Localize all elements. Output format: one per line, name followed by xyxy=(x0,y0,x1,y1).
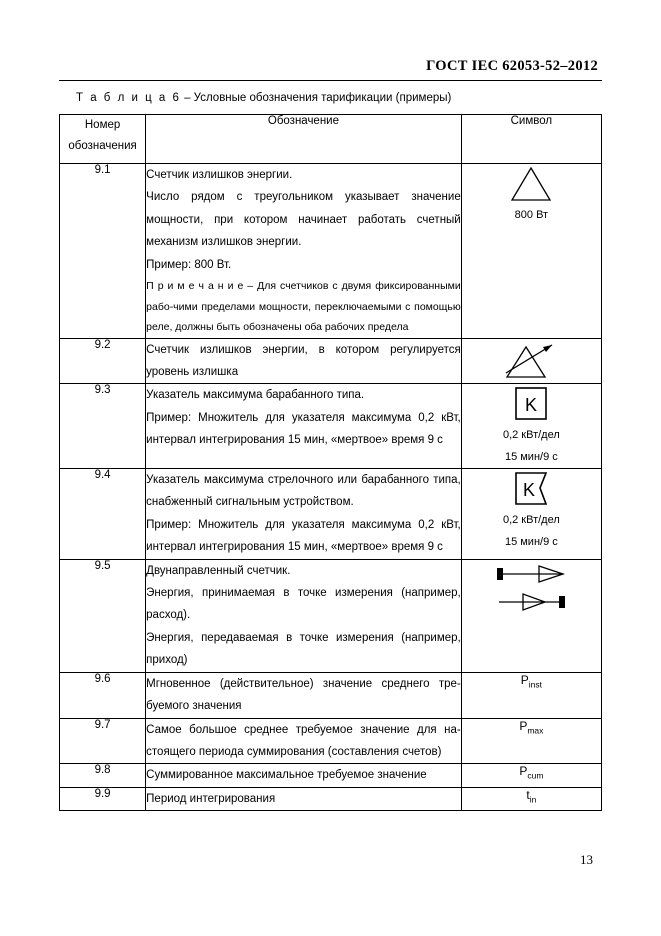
row-description xyxy=(146,468,462,559)
row-number: 9.8 xyxy=(60,764,146,787)
row-description xyxy=(146,338,462,384)
row-paragraph: Указатель максимума барабанного типа. xyxy=(146,389,365,402)
p-cum-text xyxy=(519,764,544,781)
row-note: П р и м е ч а н и е – Для счетчиков с двумя фиксированными рабо-чими пределами мощности, переключаемыми с помощью реле, должны быть обозначены оба рабочих предела xyxy=(146,280,461,334)
row-paragraph: Двунаправленный счетчик. xyxy=(146,564,291,577)
table-row xyxy=(60,718,602,764)
header-cell-number xyxy=(60,115,146,164)
row-symbol xyxy=(461,672,601,718)
page-number: 13 xyxy=(580,852,593,867)
table-caption xyxy=(76,92,451,104)
p-max-text xyxy=(519,719,543,733)
symbol-base: P xyxy=(520,672,529,687)
row-paragraph: Мгновенное (действительное) значение среднего тре-буемого значения xyxy=(146,677,461,713)
row-symbol xyxy=(461,787,601,810)
symbol-base: t xyxy=(526,787,530,802)
header-divider xyxy=(59,80,602,81)
row-symbol xyxy=(461,338,601,384)
row-number: 9.4 xyxy=(60,468,146,559)
symbol-label: 0,2 кВт/дел xyxy=(502,513,560,526)
row-paragraph: Самое большое среднее требуемое значение для на-стоящего периода суммирования (составления счетов) xyxy=(146,723,461,759)
table-row xyxy=(60,559,602,672)
square-k-icon xyxy=(511,384,551,424)
row-paragraph: Указатель максимума стрелочного или барабанного типа, снабженный сигнальным устройством. xyxy=(146,473,461,509)
row-number: 9.7 xyxy=(60,718,146,764)
symbol-subscript: inst xyxy=(528,679,542,690)
header-number-line1: Номер xyxy=(84,119,121,131)
row-number: 9.1 xyxy=(60,164,146,339)
triangle-icon xyxy=(507,164,555,204)
row-description xyxy=(146,164,462,339)
symbol-base: P xyxy=(519,718,528,733)
table-row xyxy=(60,672,602,718)
table-row xyxy=(60,384,602,469)
symbol-base: P xyxy=(519,764,528,779)
svg-text:K: K xyxy=(523,479,536,500)
symbol-label: 15 мин/9 с xyxy=(504,535,558,548)
table-row xyxy=(60,787,602,810)
row-number: 9.5 xyxy=(60,559,146,672)
svg-text:K: K xyxy=(525,395,538,416)
row-symbol xyxy=(461,384,601,469)
triangle-with-arrow-icon xyxy=(500,339,562,383)
header-cell-designation: Обозначение xyxy=(146,115,462,164)
table-header xyxy=(60,115,602,164)
row-paragraph: Пример: 800 Вт. xyxy=(146,258,232,271)
table-row xyxy=(60,338,602,384)
table-row xyxy=(60,164,602,339)
t-in-text xyxy=(526,787,537,805)
row-symbol xyxy=(461,718,601,764)
row-description xyxy=(146,559,462,672)
symbol-label: 0,2 кВт/дел xyxy=(502,429,560,442)
header-number-line2: обозначения xyxy=(68,140,137,153)
row-number: 9.2 xyxy=(60,338,146,384)
row-number: 9.3 xyxy=(60,384,146,469)
row-number: 9.6 xyxy=(60,672,146,718)
symbol-subscript: max xyxy=(527,724,544,735)
row-symbol xyxy=(461,559,601,672)
row-paragraph: Счетчик излишков энергии, в котором регулируется уровень излишка xyxy=(146,343,461,378)
row-paragraph: Энергия, передаваемая в точке измерения (например, приход) xyxy=(146,631,461,667)
symbol-subscript: in xyxy=(529,794,537,805)
row-paragraph: Период интегрирования xyxy=(146,792,276,805)
row-number: 9.9 xyxy=(60,787,146,810)
row-paragraph: Пример: Множитель для указателя максимума 0,2 кВт, интервал интегрирования 15 мин, «мертвое» время 9 с xyxy=(146,518,461,554)
row-description xyxy=(146,384,462,469)
table-caption-rest: – Условные обозначения тарификации (примеры) xyxy=(180,92,452,104)
row-symbol xyxy=(461,468,601,559)
symbol-subscript: cum xyxy=(527,770,544,781)
table-header-row xyxy=(60,115,602,164)
row-description xyxy=(146,672,462,718)
table-caption-prefix: Т а б л и ц а 6 xyxy=(76,92,181,104)
row-symbol xyxy=(461,164,601,339)
row-symbol xyxy=(461,764,601,787)
table-row xyxy=(60,764,602,787)
row-description xyxy=(146,764,462,787)
row-description xyxy=(146,787,462,810)
header-cell-symbol: Символ xyxy=(461,115,601,164)
row-paragraph: Суммированное максимальное требуемое значение xyxy=(146,769,427,782)
row-paragraph: Пример: Множитель для указателя максимума 0,2 кВт, интервал интегрирования 15 мин, «мертвое» время 9 с xyxy=(146,411,461,447)
p-inst-text xyxy=(520,672,542,690)
table-row xyxy=(60,468,602,559)
row-description xyxy=(146,718,462,764)
symbol-label: 15 мин/9 с xyxy=(504,451,558,464)
row-paragraph: Энергия, принимаемая в точке измерения (например, расход). xyxy=(146,587,461,622)
flag-k-icon xyxy=(510,469,552,509)
tariff-symbols-table xyxy=(59,114,602,811)
page-header-title: ГОСТ IEC 62053-52–2012 xyxy=(426,58,598,74)
row-paragraph: Счетчик излишков энергии. xyxy=(146,169,293,181)
symbol-label: 800 Вт xyxy=(514,209,549,221)
bidirectional-arrows-icon xyxy=(493,560,569,620)
table-body xyxy=(60,164,602,811)
row-paragraph: Число рядом с треугольником указывает значение мощности, при котором начинает работать счетный механизм излишков энергии. xyxy=(146,191,461,249)
